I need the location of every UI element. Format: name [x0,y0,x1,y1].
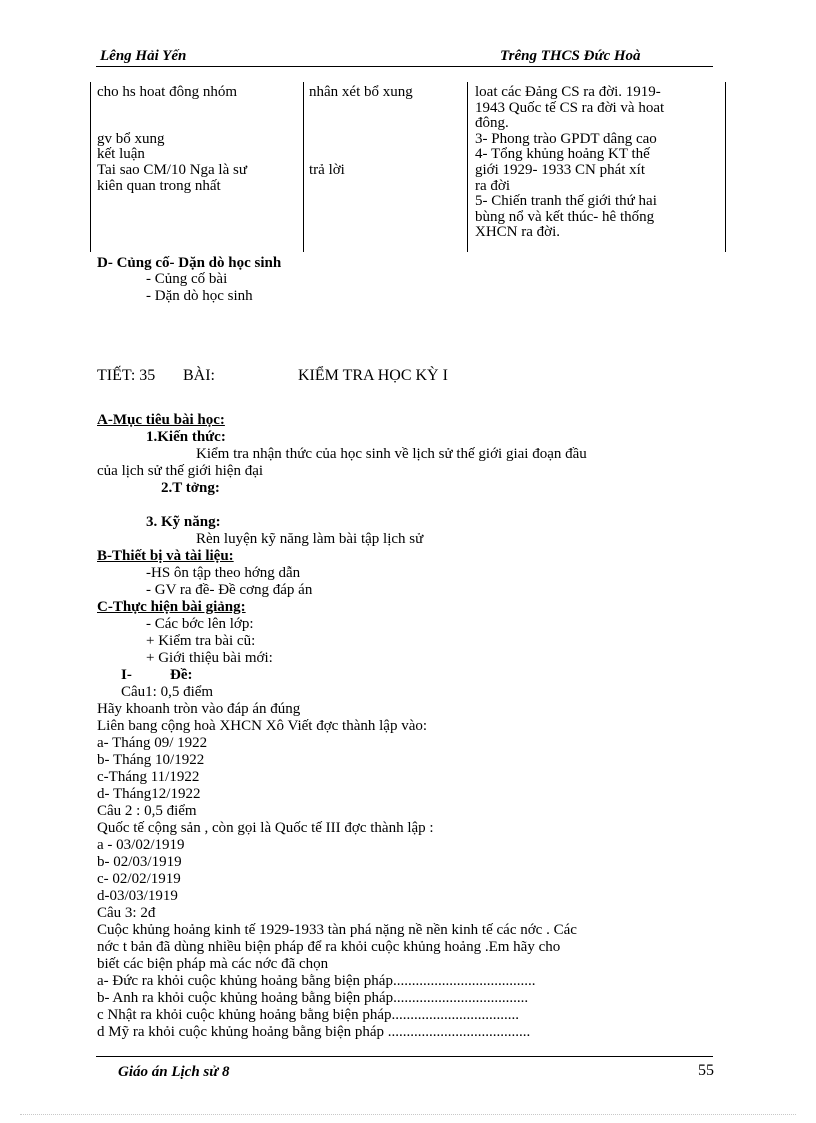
page-number: 55 [698,1062,714,1079]
q2-option: c- 02/02/1919 [97,871,181,887]
section-d-item: - Dặn dò học sinh [146,288,253,304]
q1-head: Câu1: 0,5 điểm [121,684,214,700]
section-c-item: + Kiểm tra bài cũ: [146,633,256,649]
footer-rule [96,1056,713,1057]
q1-stem: Liên bang cộng hoà XHCN Xô Viết đợc thành lập vào: [97,718,428,734]
q2-option: d-03/03/1919 [97,888,178,904]
section-c-item: + Giới thiệu bài mới: [146,650,273,666]
table-cell: kết luận [97,146,145,163]
table-cell [97,116,247,132]
table-cell: 3- Phong trào GPDT dâng cao [475,130,657,147]
table-cell: trả lời [309,161,345,178]
table-cell: Tai sao CM/10 Nga là sư [97,161,247,178]
page-bottom-divider [20,1114,796,1115]
de-title: Đề: [170,667,193,683]
q3-stem: nớc t bản đã dùng nhiều biện pháp để ra khỏi cuộc khủng hoảng .Em hãy cho [97,939,561,955]
section-d-title: D- Củng cố- Dặn dò học sinh [97,255,282,271]
section-d-item: - Củng cố bài [146,271,228,287]
table-cell: đông. [475,115,509,132]
knowledge-line: Kiểm tra nhận thức của học sinh về lịch sử thế giới giai đoạn đầu [196,446,587,462]
q3-stem: biết các biện pháp mà các nớc đã chọn [97,956,329,972]
ideology-heading: 2.T tởng: [161,480,220,496]
section-b-item: -HS ôn tập theo hớng dẫn [146,565,301,581]
q2-stem: Quốc tế cộng sản , còn gọi là Quốc tế III đợc thành lập : [97,820,434,836]
q2-option: b- 02/03/1919 [97,854,182,870]
q2-option: a - 03/02/1919 [97,837,185,853]
table-cell: ra đời [475,177,511,194]
table-cell [309,101,413,117]
section-b-item: - GV ra đề- Đề cơng đáp án [146,582,313,598]
q3-option: d Mỹ ra khỏi cuộc khủng hoảng bằng biện pháp ...................................... [97,1024,531,1040]
header-right: Trêng THCS Đức Hoà [500,48,641,64]
table-cell: loat các Đảng CS ra đời. 1919- [475,84,661,100]
q3-option: c Nhật ra khỏi cuộc khủng hoảng bằng biện pháp.................................. [97,1007,519,1023]
q3-option: a- Đức ra khỏi cuộc khủng hoảng bằng biện pháp...................................... [97,973,536,989]
lesson-label: BÀI: [183,367,215,384]
table-cell: 4- Tổng khủng hoảng KT thế [475,146,650,163]
q1-option: c-Tháng 11/1922 [97,769,200,785]
table-col1-text [97,85,247,194]
section-c-item: - Các bớc lên lớp: [146,616,254,632]
activity-table [90,82,726,252]
lesson-number: TIẾT: 35 [97,367,156,384]
table-cell [309,132,413,148]
table-border-right [725,82,726,252]
table-cell: 1943 Quốc tế CS ra đời và hoat [475,99,665,116]
q3-stem: Cuộc khủng hoảng kinh tế 1929-1933 tàn phá nặng nề nền kinh tế các nớc . Các [97,922,577,938]
table-cell: bùng nổ và kết thúc- hê thống [475,208,655,225]
q1-option: d- Tháng12/1922 [97,786,201,802]
knowledge-heading: 1.Kiến thức: [146,429,226,445]
table-cell: nhân xét bổ xung [309,84,413,100]
table-border-left [90,82,91,252]
section-c-title: C-Thực hiện bài giảng: [97,599,246,615]
knowledge-line: của lịch sử thế giới hiện đại [97,463,264,479]
table-cell: giới 1929- 1933 CN phát xít [475,161,646,178]
skills-heading: 3. Kỹ năng: [146,514,221,530]
table-cell: kiên quan trong nhất [97,177,221,194]
skills-line: Rèn luyện kỹ năng làm bài tập lịch sử [196,531,424,547]
table-cell: XHCN ra đời. [475,224,561,241]
de-label: I- [121,667,132,683]
table-cell: gv bổ xung [97,130,165,147]
q1-instruction: Hãy khoanh tròn vào đáp án đúng [97,701,301,717]
table-col2-text [309,85,413,179]
table-cell [309,147,413,163]
q3-head: Câu 3: 2đ [97,905,156,921]
section-a-title: A-Mục tiêu bài học: [97,412,225,428]
q1-option: b- Tháng 10/1922 [97,752,205,768]
lesson-title: KIỂM TRA HỌC KỲ I [298,367,448,384]
header-left: Lêng Hải Yến [100,48,187,64]
table-border-col2 [303,82,304,252]
q1-option: a- Tháng 09/ 1922 [97,735,208,751]
table-border-col3 [467,82,468,252]
q3-option: b- Anh ra khỏi cuộc khủng hoảng bằng biện pháp.................................... [97,990,529,1006]
footer-left: Giáo án Lịch sử 8 [118,1064,230,1080]
section-b-title: B-Thiết bị và tài liệu: [97,548,234,564]
table-col3-text [475,85,664,241]
table-cell: cho hs hoat đông nhóm [97,84,237,100]
table-cell [309,116,413,132]
q2-head: Câu 2 : 0,5 điểm [97,803,197,819]
table-cell: 5- Chiến tranh thế giới thứ hai [475,193,657,210]
header-rule [96,66,713,67]
table-cell [97,101,247,117]
